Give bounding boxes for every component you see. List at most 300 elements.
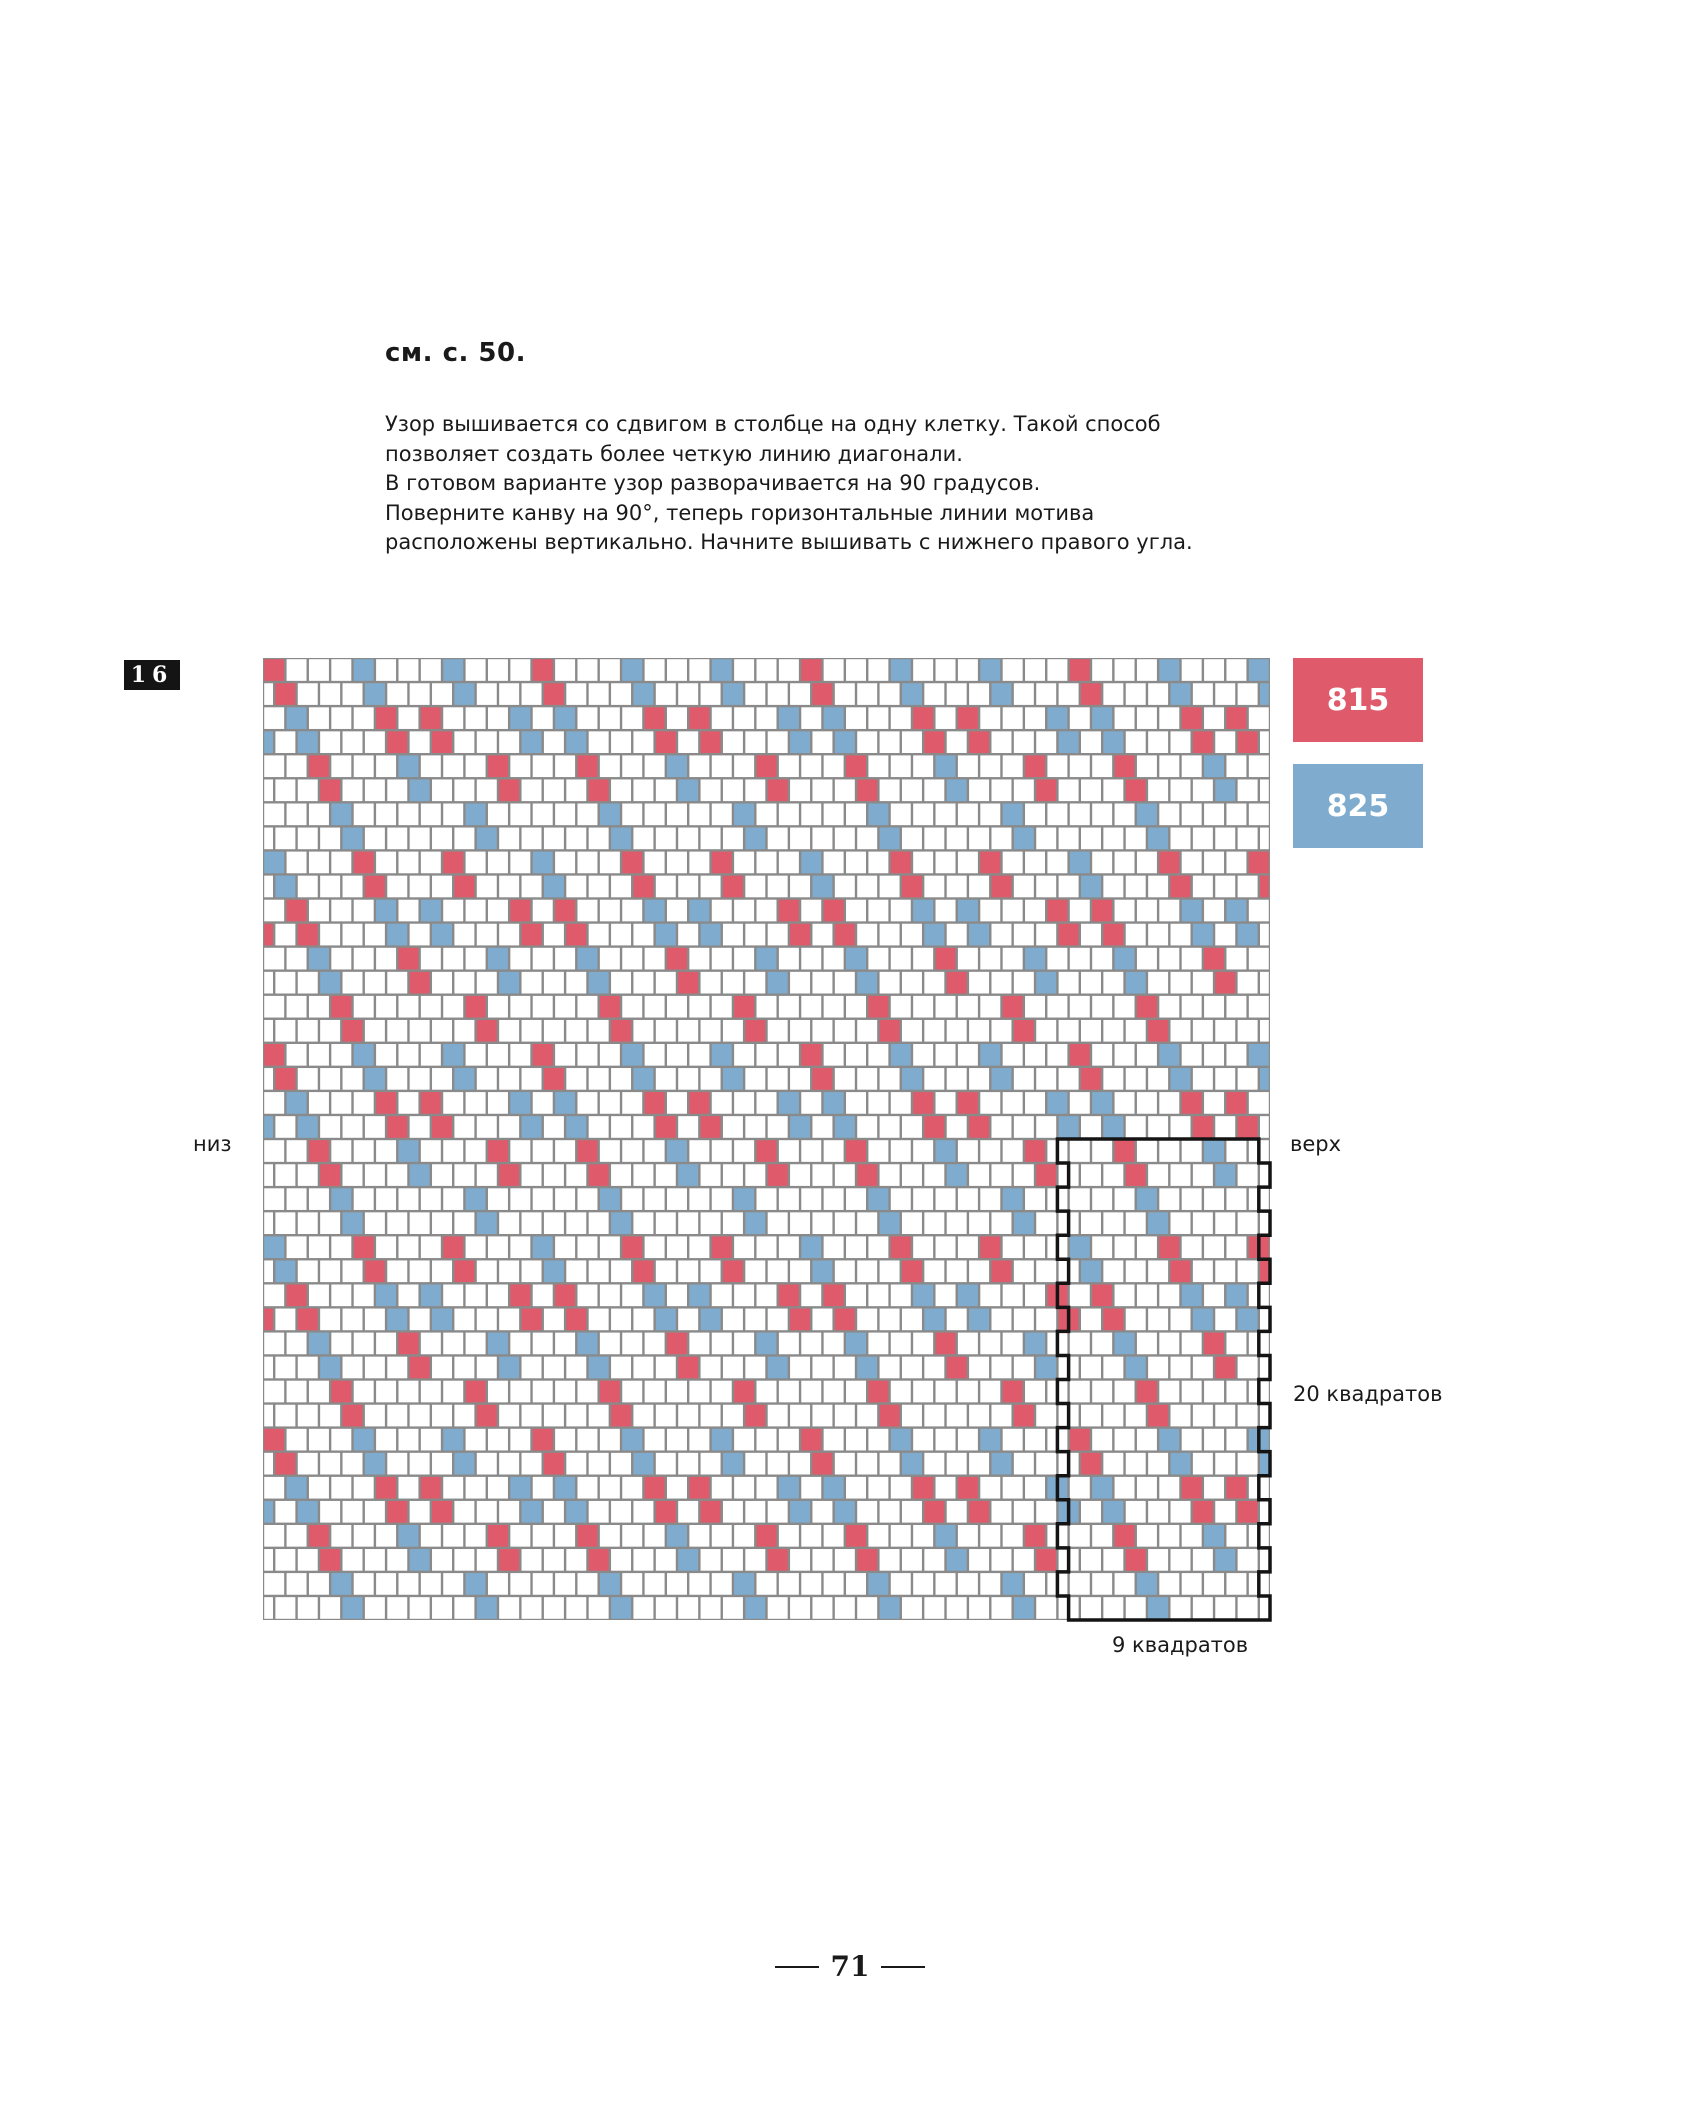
stitch-cell [947, 1068, 967, 1090]
stitch-cell [757, 1573, 777, 1595]
stitch-cell [667, 1092, 687, 1114]
stitch-cell [1115, 1429, 1135, 1451]
stitch-cell [510, 1429, 530, 1451]
stitch-cell [264, 1188, 284, 1210]
stitch-cell [1092, 804, 1112, 826]
stitch-cell [1260, 1597, 1269, 1619]
stitch-cell [1025, 1429, 1045, 1451]
stitch-cell [410, 1549, 430, 1571]
stitch-cell [1003, 659, 1023, 681]
stitch-cell [309, 996, 329, 1018]
stitch-cell [880, 1164, 900, 1186]
stitch-cell [622, 1429, 642, 1451]
stitch-cell [913, 1477, 933, 1499]
stitch-cell [824, 1236, 844, 1258]
stitch-cell [275, 876, 295, 898]
stitch-cell [969, 1357, 989, 1379]
stitch-cell [466, 1429, 486, 1451]
stitch-cell [1003, 1381, 1023, 1403]
stitch-cell [320, 1405, 340, 1427]
stitch-cell [790, 1357, 810, 1379]
stitch-cell [398, 1477, 418, 1499]
stitch-cell [320, 876, 340, 898]
stitch-cell [365, 1116, 385, 1138]
stitch-cell [622, 1477, 642, 1499]
stitch-cell [689, 804, 709, 826]
stitch-cell [510, 1381, 530, 1403]
stitch-cell [555, 1525, 575, 1547]
stitch-cell [1148, 1260, 1168, 1282]
stitch-cell [656, 1501, 676, 1523]
stitch-cell [880, 1453, 900, 1475]
stitch-cell [824, 804, 844, 826]
stitch-cell [1003, 996, 1023, 1018]
stitch-cell [902, 1260, 922, 1282]
stitch-cell [1025, 707, 1045, 729]
description-line: В готовом варианте узор разворачивается на 90 градусов. [385, 471, 1041, 495]
page-footer [0, 1950, 1700, 1983]
stitch-cell [320, 1357, 340, 1379]
stitch-cell [287, 1381, 307, 1403]
stitch-cell [1260, 1164, 1269, 1186]
stitch-cell [1003, 1333, 1023, 1355]
stitch-cell [1014, 1357, 1034, 1379]
stitch-cell [432, 828, 452, 850]
stitch-cell [387, 972, 407, 994]
stitch-cell [891, 1188, 911, 1210]
stitch-cell [331, 1285, 351, 1307]
stitch-cell [555, 1092, 575, 1114]
stitch-cell [779, 948, 799, 970]
stitch-cell [1148, 924, 1168, 946]
stitch-cell [387, 1020, 407, 1042]
stitch-cell [812, 1597, 832, 1619]
stitch-cell [1003, 1092, 1023, 1114]
stitch-cell [298, 1501, 318, 1523]
stitch-cell [577, 804, 597, 826]
stitch-cell [376, 1092, 396, 1114]
stitch-cell [298, 972, 318, 994]
stitch-cell [622, 1285, 642, 1307]
stitch-cell [701, 683, 721, 705]
stitch-cell [522, 1309, 542, 1331]
stitch-cell [320, 1501, 340, 1523]
stitch-cell [443, 1429, 463, 1451]
stitch-cell [421, 1188, 441, 1210]
stitch-cell [958, 1140, 978, 1162]
stitch-cell [835, 1501, 855, 1523]
stitch-cell [589, 1260, 609, 1282]
stitch-cell [1059, 779, 1079, 801]
stitch-cell [264, 1212, 273, 1234]
stitch-cell [980, 1333, 1000, 1355]
stitch-cell [1182, 1236, 1202, 1258]
stitch-cell [980, 1573, 1000, 1595]
stitch-cell [1003, 852, 1023, 874]
stitch-cell [768, 924, 788, 946]
stitch-cell [376, 1044, 396, 1066]
stitch-cell [510, 1285, 530, 1307]
stitch-cell [801, 1381, 821, 1403]
stitch-cell [275, 1309, 295, 1331]
stitch-cell [913, 1525, 933, 1547]
stitch-cell [1070, 1092, 1090, 1114]
stitch-cell [1193, 1212, 1213, 1234]
stitch-cell [1092, 1333, 1112, 1355]
stitch-cell [577, 900, 597, 922]
stitch-cell [678, 1405, 698, 1427]
stitch-cell [533, 1573, 553, 1595]
stitch-cell [1171, 1260, 1191, 1282]
stitch-cell [689, 1477, 709, 1499]
stitch-cell [757, 1092, 777, 1114]
stitch-cell [421, 1429, 441, 1451]
stitch-cell [1115, 1236, 1135, 1258]
stitch-cell [1003, 1140, 1023, 1162]
stitch-cell [1238, 1212, 1258, 1234]
stitch-cell [477, 1260, 497, 1282]
stitch-cell [309, 948, 329, 970]
stitch-cell [1126, 972, 1146, 994]
bottom-side-label: низ [193, 1132, 232, 1156]
stitch-cell [1159, 1573, 1179, 1595]
stitch-cell [1182, 948, 1202, 970]
stitch-cell [857, 1549, 877, 1571]
stitch-cell [701, 1405, 721, 1427]
stitch-cell [264, 852, 284, 874]
stitch-cell [812, 876, 832, 898]
description-line: позволяет создать более четкую линию диагонали. [385, 441, 963, 466]
stitch-cell [1126, 1309, 1146, 1331]
stitch-cell [533, 707, 553, 729]
stitch-cell [924, 1453, 944, 1475]
stitch-cell [857, 1357, 877, 1379]
stitch-cell [298, 1260, 318, 1282]
stitch-cell [857, 1597, 877, 1619]
stitch-cell [1014, 1020, 1034, 1042]
stitch-cell [656, 683, 676, 705]
stitch-cell [264, 948, 284, 970]
stitch-cell [1137, 1381, 1157, 1403]
stitch-cell [1047, 755, 1067, 777]
stitch-cell [1171, 1549, 1191, 1571]
stitch-cell [678, 731, 698, 753]
stitch-cell [376, 900, 396, 922]
stitch-cell [443, 852, 463, 874]
stitch-cell [1215, 731, 1235, 753]
stitch-cell [667, 1188, 687, 1210]
stitch-cell [1215, 1549, 1235, 1571]
stitch-cell [1137, 900, 1157, 922]
stitch-cell [857, 731, 877, 753]
stitch-cell [1115, 1140, 1135, 1162]
stitch-cell [701, 1116, 721, 1138]
stitch-cell [947, 1260, 967, 1282]
stitch-cell [801, 1285, 821, 1307]
stitch-cell [645, 1381, 665, 1403]
stitch-cell [712, 852, 732, 874]
stitch-cell [1159, 996, 1179, 1018]
stitch-cell [611, 1212, 631, 1234]
stitch-cell [801, 1044, 821, 1066]
stitch-cell [1081, 779, 1101, 801]
stitch-cell [846, 1236, 866, 1258]
stitch-cell [354, 996, 374, 1018]
stitch-cell [880, 1405, 900, 1427]
stitch-cell [689, 1236, 709, 1258]
stitch-cell [757, 1140, 777, 1162]
stitch-cell [1193, 972, 1213, 994]
stitch-cell [1103, 1164, 1123, 1186]
stitch-cell [287, 1333, 307, 1355]
stitch-cell [1115, 948, 1135, 970]
stitch-cell [1092, 1092, 1112, 1114]
stitch-cell [723, 1020, 743, 1042]
stitch-cell [622, 1525, 642, 1547]
stitch-cell [555, 1477, 575, 1499]
stitch-cell [678, 1020, 698, 1042]
stitch-cell [1260, 876, 1269, 898]
stitch-cell [734, 659, 754, 681]
stitch-cell [846, 948, 866, 970]
stitch-cell [846, 852, 866, 874]
stitch-cell [790, 731, 810, 753]
stitch-cell [645, 755, 665, 777]
stitch-cell [790, 972, 810, 994]
stitch-cell [745, 1164, 765, 1186]
stitch-cell [1148, 1549, 1168, 1571]
stitch-cell [835, 1453, 855, 1475]
stitch-cell [1081, 1020, 1101, 1042]
stitch-cell [745, 1309, 765, 1331]
stitch-cell [555, 755, 575, 777]
stitch-cell [846, 1285, 866, 1307]
stitch-cell [712, 707, 732, 729]
stitch-cell [913, 1381, 933, 1403]
stitch-cell [343, 779, 363, 801]
stitch-cell [745, 1068, 765, 1090]
stitch-cell [443, 948, 463, 970]
stitch-cell [1070, 1333, 1090, 1355]
stitch-cell [924, 876, 944, 898]
stitch-cell [980, 1429, 1000, 1451]
stitch-cell [656, 972, 676, 994]
stitch-cell [544, 1068, 564, 1090]
stitch-cell [622, 1381, 642, 1403]
stitch-cell [768, 1164, 788, 1186]
stitch-cell [488, 948, 508, 970]
stitch-cell [477, 1405, 497, 1427]
stitch-cell [667, 1044, 687, 1066]
stitch-cell [298, 876, 318, 898]
stitch-cell [1070, 1381, 1090, 1403]
stitch-cell [387, 1405, 407, 1427]
stitch-cell [1103, 924, 1123, 946]
stitch-cell [600, 1333, 620, 1355]
stitch-cell [510, 948, 530, 970]
stitch-cell [510, 1236, 530, 1258]
stitch-cell [667, 755, 687, 777]
stitch-cell [365, 876, 385, 898]
stitch-cell [533, 659, 553, 681]
stitch-cell [376, 852, 396, 874]
stitch-cell [1159, 1236, 1179, 1258]
stitch-cell [432, 1453, 452, 1475]
stitch-cell [499, 1164, 519, 1186]
stitch-cell [287, 1092, 307, 1114]
stitch-cell [701, 876, 721, 898]
stitch-cell [320, 1116, 340, 1138]
stitch-cell [1036, 779, 1056, 801]
stitch-cell [924, 1116, 944, 1138]
stitch-cell [354, 1381, 374, 1403]
stitch-cell [734, 1140, 754, 1162]
stitch-cell [689, 852, 709, 874]
stitch-cell [1059, 828, 1079, 850]
stitch-cell [678, 1116, 698, 1138]
stitch-cell [287, 852, 307, 874]
stitch-cell [701, 1260, 721, 1282]
stitch-cell [846, 1429, 866, 1451]
stitch-cell [958, 1333, 978, 1355]
stitch-cell [1215, 828, 1235, 850]
stitch-cell [891, 996, 911, 1018]
stitch-cell [801, 1333, 821, 1355]
stitch-cell [1081, 972, 1101, 994]
stitch-cell [1171, 828, 1191, 850]
stitch-cell [544, 1597, 564, 1619]
stitch-cell [499, 876, 519, 898]
stitch-cell [645, 948, 665, 970]
stitch-cell [298, 779, 318, 801]
stitch-cell [1159, 755, 1179, 777]
stitch-cell [589, 731, 609, 753]
stitch-cell [555, 1333, 575, 1355]
stitch-cell [466, 1285, 486, 1307]
stitch-cell [488, 900, 508, 922]
stitch-cell [577, 1429, 597, 1451]
stitch-cell [466, 804, 486, 826]
stitch-cell [577, 707, 597, 729]
stitch-cell [936, 1429, 956, 1451]
stitch-cell [343, 1597, 363, 1619]
stitch-cell [499, 1116, 519, 1138]
stitch-cell [757, 707, 777, 729]
stitch-cell [701, 924, 721, 946]
stitch-cell [1260, 1068, 1269, 1090]
stitch-cell [510, 852, 530, 874]
stitch-cell [958, 1188, 978, 1210]
stitch-cell [1047, 1044, 1067, 1066]
stitch-cell [678, 1549, 698, 1571]
stitch-cell [868, 1140, 888, 1162]
stitch-cell [1204, 707, 1224, 729]
stitch-cell [880, 828, 900, 850]
stitch-cell [331, 1140, 351, 1162]
stitch-cell [589, 1501, 609, 1523]
stitch-cell [443, 1044, 463, 1066]
stitch-cell [656, 1309, 676, 1331]
stitch-cell [577, 1188, 597, 1210]
stitch-cell [454, 683, 474, 705]
stitch-cell [622, 900, 642, 922]
stitch-cell [1115, 1188, 1135, 1210]
stitch-cell [857, 1164, 877, 1186]
stitch-cell [1081, 1260, 1101, 1282]
stitch-cell [1014, 1212, 1034, 1234]
stitch-cell [309, 804, 329, 826]
stitch-cell [656, 924, 676, 946]
stitch-cell [1249, 1092, 1269, 1114]
stitch-cell [522, 1549, 542, 1571]
stitch-cell [1204, 1092, 1224, 1114]
stitch-cell [980, 1477, 1000, 1499]
footer-rule-left [775, 1966, 819, 1968]
stitch-cell [421, 1044, 441, 1066]
stitch-cell [376, 1140, 396, 1162]
stitch-cell [309, 1140, 329, 1162]
stitch-cell [678, 1260, 698, 1282]
stitch-cell [264, 1597, 273, 1619]
stitch-cell [611, 972, 631, 994]
stitch-cell [1092, 1236, 1112, 1258]
stitch-cell [387, 828, 407, 850]
stitch-cell [589, 1068, 609, 1090]
stitch-cell [1238, 1549, 1258, 1571]
stitch-cell [801, 659, 821, 681]
stitch-cell [533, 948, 553, 970]
stitch-cell [1137, 1477, 1157, 1499]
stitch-cell [1148, 1405, 1168, 1427]
stitch-cell [991, 683, 1011, 705]
stitch-cell [1003, 1285, 1023, 1307]
stitch-cell [1126, 779, 1146, 801]
stitch-cell [387, 924, 407, 946]
stitch-cell [443, 1140, 463, 1162]
stitch-cell [1036, 1068, 1056, 1090]
stitch-cell [779, 1044, 799, 1066]
stitch-cell [790, 924, 810, 946]
stitch-cell [969, 1068, 989, 1090]
stitch-cell [410, 1116, 430, 1138]
stitch-cell [1204, 996, 1224, 1018]
stitch-cell [1014, 1309, 1034, 1331]
stitch-cell [768, 1453, 788, 1475]
stitch-cell [880, 1020, 900, 1042]
stitch-cell [891, 1429, 911, 1451]
stitch-cell [745, 972, 765, 994]
stitch-cell [633, 1597, 653, 1619]
stitch-cell [544, 1549, 564, 1571]
stitch-cell [1070, 1285, 1090, 1307]
stitch-cell [555, 659, 575, 681]
stitch-cell [510, 659, 530, 681]
stitch-cell [1148, 972, 1168, 994]
stitch-cell [611, 1453, 631, 1475]
stitch-cell [1014, 1405, 1034, 1427]
stitch-cell [1238, 1260, 1258, 1282]
stitch-cell [857, 1453, 877, 1475]
stitch-cell [991, 1453, 1011, 1475]
stitch-cell [969, 876, 989, 898]
stitch-cell [533, 1333, 553, 1355]
stitch-cell [522, 1116, 542, 1138]
stitch-cell [936, 1044, 956, 1066]
stitch-cell [835, 1164, 855, 1186]
stitch-cell [1081, 828, 1101, 850]
stitch-cell [678, 972, 698, 994]
stitch-cell [924, 1212, 944, 1234]
